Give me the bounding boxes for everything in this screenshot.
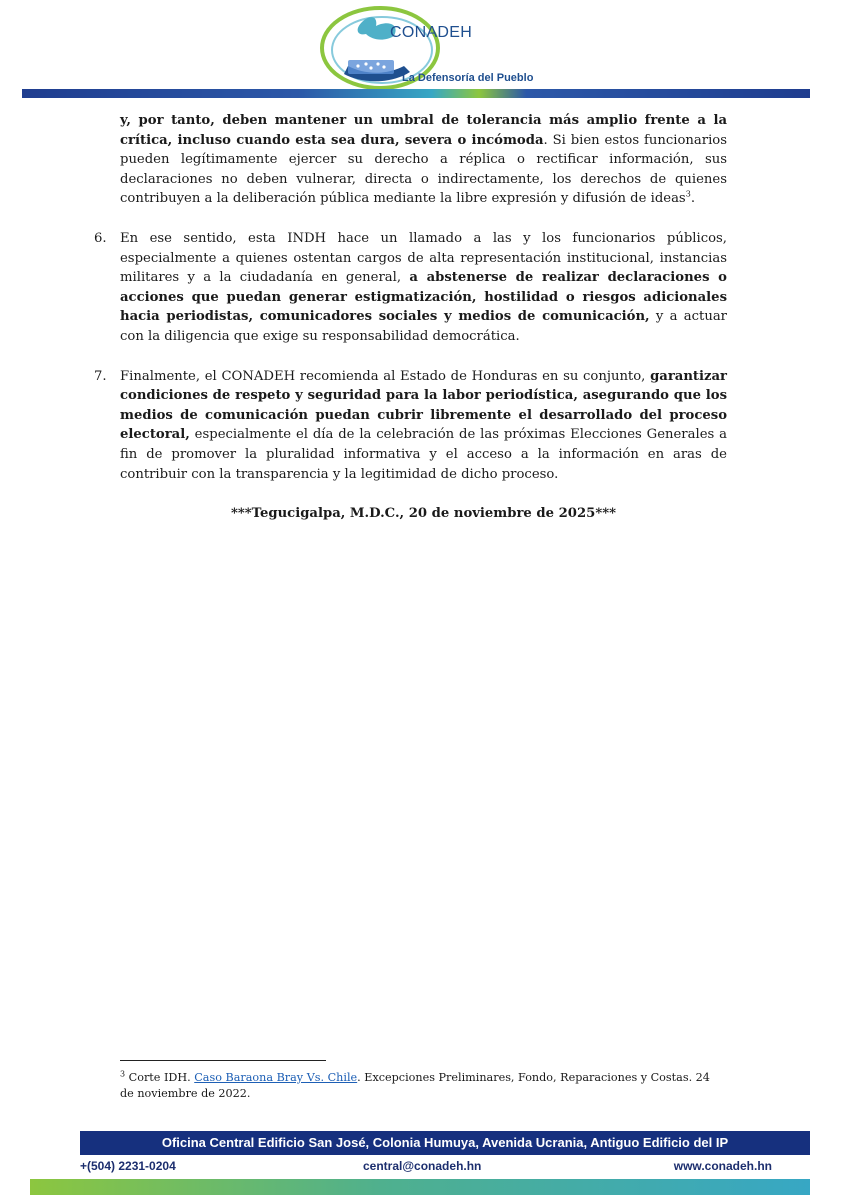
bold-text: garantizar condiciones de respeto y seguridad para la labor periodística, asegurando que los medios de comunicación puedan cubrir libremente el desarrollado del proceso electoral, (120, 368, 727, 443)
bold-text: a abstenerse de realizar declaraciones o acciones que puedan generar estigmatización, hostilidad o riesgos adicionales hacia periodistas, comunicadores sociales y medios de comunicación, (120, 270, 727, 325)
body-text: En ese sentido, esta INDH hace un llamado a las y los funcionarios públicos, especialmente a quienes ostentan cargos de alta representación institucional, instancias militares y a la ciudadanía en general, (120, 230, 727, 286)
footnote-link[interactable]: Caso Baraona Bray Vs. Chile (194, 1071, 358, 1084)
footer-email[interactable]: central@conadeh.hn (363, 1159, 482, 1173)
item-number: 7. (94, 368, 107, 384)
footer-contact (80, 1157, 810, 1177)
footnote-number: 3 (120, 1069, 126, 1079)
body-text: especialmente el día de la celebración de las próximas Elecciones Generales a fin de promover la pluralidad informativa y el acceso a la información en aras de contribuir con la transparencia y la legitimidad de dicho proceso. (120, 427, 727, 482)
list-item-6 (94, 229, 727, 347)
document-body (94, 111, 727, 524)
footnote-ref: 3 (685, 189, 691, 199)
footnote-text: . Excepciones Preliminares, Fondo, Reparaciones y Costas. 24 de noviembre de 2022. (120, 1071, 710, 1100)
item-text (120, 367, 727, 485)
footnote (120, 1070, 720, 1101)
period: . (690, 191, 696, 207)
footer-phone: +(504) 2231-0204 (80, 1159, 176, 1173)
bold-text: y, por tanto, deben mantener un umbral de tolerancia más amplio frente a la crítica, incluso cuando esta sea dura, severa o incómoda (120, 113, 727, 148)
org-name: CONADEH (390, 24, 473, 41)
closing-line: ***Tegucigalpa, M.D.C., 20 de noviembre de 2025*** (230, 506, 617, 522)
footnote-divider (120, 1060, 326, 1061)
body-text: . Si bien estos funcionarios pueden legítimamente ejercer su derecho a réplica o rectificar información, sus declaraciones no deben vulnerar, directa o indirectamente, los derechos de quienes contribuyen a la deliberación pública mediante la libre expresión y difusión de ideas (120, 132, 727, 207)
item-number: 6. (94, 230, 107, 246)
footnote-text: Corte IDH. (125, 1071, 195, 1084)
org-tagline: La Defensoría del Pueblo (402, 72, 534, 84)
footer-website[interactable]: www.conadeh.hn (673, 1159, 772, 1173)
body-text: y a actuar con la diligencia que exige su responsabilidad democrática. (120, 309, 727, 344)
item-text (120, 229, 727, 347)
paragraph-continuation (120, 111, 727, 209)
footer-stripe (30, 1179, 810, 1195)
page-header (0, 0, 848, 102)
body-text: Finalmente, el CONADEH recomienda al Estado de Honduras en su conjunto, (120, 368, 651, 384)
list-item-7 (94, 367, 727, 485)
header-stripe (22, 89, 810, 98)
footer-address: Oficina Central Edificio San José, Colonia Humuya, Avenida Ucrania, Antiguo Edificio del IP (80, 1131, 810, 1155)
